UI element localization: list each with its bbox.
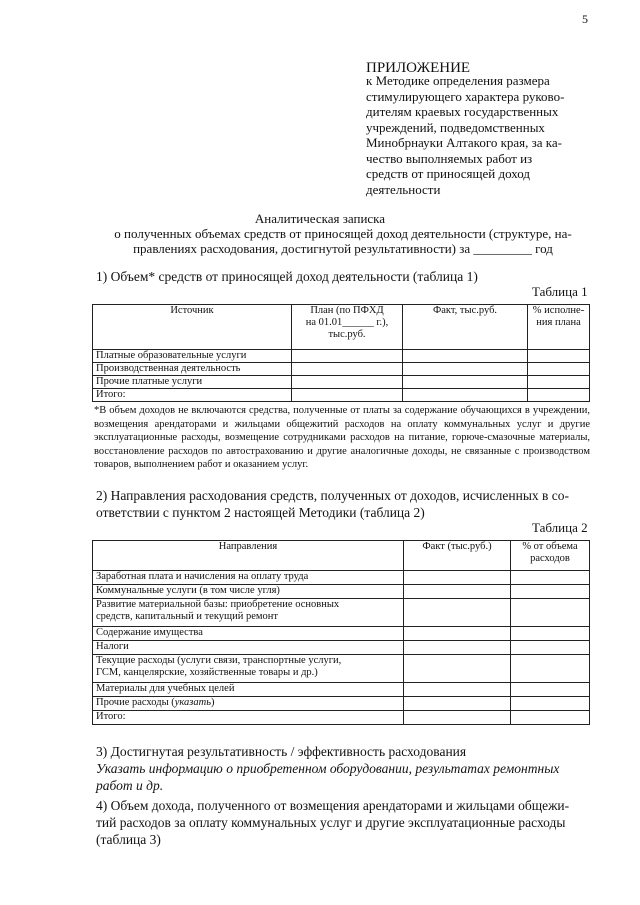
- note-subtitle: [96, 226, 590, 256]
- cell-line: ГСМ, канцелярские, хозяйственные товары и др.): [96, 667, 318, 678]
- table-cell: Итого:: [93, 711, 404, 725]
- table2-header-fact: Факт (тыс.руб.): [404, 541, 511, 571]
- appendix-line: учреждений, подведомственных: [366, 119, 545, 135]
- appendix-line: деятельности: [366, 181, 441, 197]
- section2-heading-line: 2) Направления расходования средств, полученных от доходов, исчисленных в со-: [96, 488, 570, 503]
- header-line: на 01.01______ г.),: [305, 317, 389, 328]
- table1-header-row: [93, 305, 590, 350]
- table1-footnote: *В объем доходов не включаются средства, полученные от платы за содержание обучающихся в учреждении, возмещения арендаторами и жильцами общежитий расходов на оплату коммунальных услуг и другие эксплуатационные расходы, возмещение сотрудниками расходов на питание, горюче-смазочные материалы, восстановление расходов по автострахованию и другие аналогичные доходы, не связанные с производством товаров, выполнением работ и оказанием услуг.: [94, 405, 590, 470]
- table-cell: Платные образовательные услуги: [93, 350, 292, 363]
- cell-line: средств, капитальный и текущий ремонт: [96, 611, 279, 622]
- header-line: План (по ПФХД: [310, 305, 384, 316]
- cell-text: Прочие расходы (: [96, 697, 175, 708]
- table2-label: Таблица 2: [532, 520, 588, 535]
- table-row: [93, 655, 590, 683]
- section3-heading: 3) Достигнутая результативность / эффективность расходования: [96, 744, 467, 759]
- table-cell: Материалы для учебных целей: [93, 683, 404, 697]
- section4-text-line: тий расходов за оплату коммунальных услуг и другие эксплуатационные расходы: [96, 815, 566, 830]
- table2: [92, 540, 590, 725]
- appendix-line: чество выполняемых работ из: [366, 150, 533, 166]
- table-cell: Производственная деятельность: [93, 363, 292, 376]
- section2-heading: [96, 487, 592, 521]
- table-row: [93, 585, 590, 599]
- cell-text-italic: указать: [174, 697, 212, 708]
- cell-line: Текущие расходы (услуги связи, транспортные услуги,: [96, 655, 342, 666]
- table-row: [93, 683, 590, 697]
- header-line: расходов: [530, 553, 570, 564]
- cell-line: Развитие материальной базы: приобретение основных: [96, 599, 340, 610]
- table-row: [93, 389, 590, 402]
- header-line: % исполне-: [532, 305, 585, 316]
- table-cell: Заработная плата и начисления на оплату труда: [93, 571, 404, 585]
- page-number: 5: [582, 12, 588, 26]
- section3-text-line: работ и др.: [96, 778, 164, 793]
- table-row: [93, 599, 590, 627]
- appendix-line: средств от приносящей доход: [366, 166, 531, 181]
- table-row: [93, 697, 590, 711]
- note-title: Аналитическая записка: [254, 211, 386, 226]
- table-cell: Коммунальные услуги (в том числе угля): [93, 585, 404, 599]
- table2-header-pct: [511, 541, 590, 571]
- table-row: [93, 571, 590, 585]
- section4-text-line: (таблица 3): [96, 832, 161, 847]
- table1-header-source: Источник: [93, 305, 292, 350]
- table1-header-plan: [292, 305, 403, 350]
- header-line: тыс.руб.: [328, 329, 366, 340]
- table1-label: Таблица 1: [532, 284, 588, 299]
- note-subtitle-line: правлениях расходования, достигнутой результативности) за _________ год: [133, 241, 553, 256]
- cell-text: ): [211, 697, 215, 708]
- table-cell: Налоги: [93, 641, 404, 655]
- appendix-title: ПРИЛОЖЕНИЕ: [366, 60, 471, 76]
- table1: [92, 304, 590, 402]
- header-line: ния плана: [536, 317, 581, 328]
- appendix-line: Минобрнауки Алтакого края, за ка-: [366, 135, 563, 150]
- table-row: [93, 376, 590, 389]
- appendix-line: стимулирующего характера руково-: [366, 88, 565, 104]
- section4-text-line: 4) Объем дохода, полученного от возмещения арендаторами и жильцами общежи-: [96, 798, 570, 813]
- table-row: [93, 350, 590, 363]
- table1-header-fact: Факт, тыс.руб.: [403, 305, 528, 350]
- section4-text: [96, 797, 592, 848]
- table-row: [93, 363, 590, 376]
- appendix-line: к Методике определения размера: [366, 73, 550, 88]
- table2-header-row: [93, 541, 590, 571]
- table-row: [93, 641, 590, 655]
- table-row: [93, 627, 590, 641]
- note-subtitle-line: о полученных объемах средств от приносящей доход деятельности (структуре, на-: [114, 226, 572, 241]
- table-cell: Прочие платные услуги: [93, 376, 292, 389]
- section2-heading-line: ответствии с пунктом 2 настоящей Методики (таблица 2): [96, 505, 425, 520]
- table-cell: [93, 697, 404, 711]
- section1-heading: 1) Объем* средств от приносящей доход деятельности (таблица 1): [96, 269, 478, 284]
- table2-header-direction: Направления: [93, 541, 404, 571]
- appendix-line: дителям краевых государственных: [366, 104, 559, 119]
- table-cell: [93, 599, 404, 627]
- table-cell: [93, 655, 404, 683]
- table1-header-pct: [528, 305, 590, 350]
- table-cell: Содержание имущества: [93, 627, 404, 641]
- table-row: [93, 711, 590, 725]
- header-line: % от объема: [522, 541, 578, 552]
- appendix-text: [366, 73, 586, 197]
- table-cell: Итого:: [93, 389, 292, 402]
- section3-text-line: Указать информацию о приобретенном оборудовании, результатах ремонтных: [96, 761, 560, 776]
- section3-text: [96, 760, 592, 794]
